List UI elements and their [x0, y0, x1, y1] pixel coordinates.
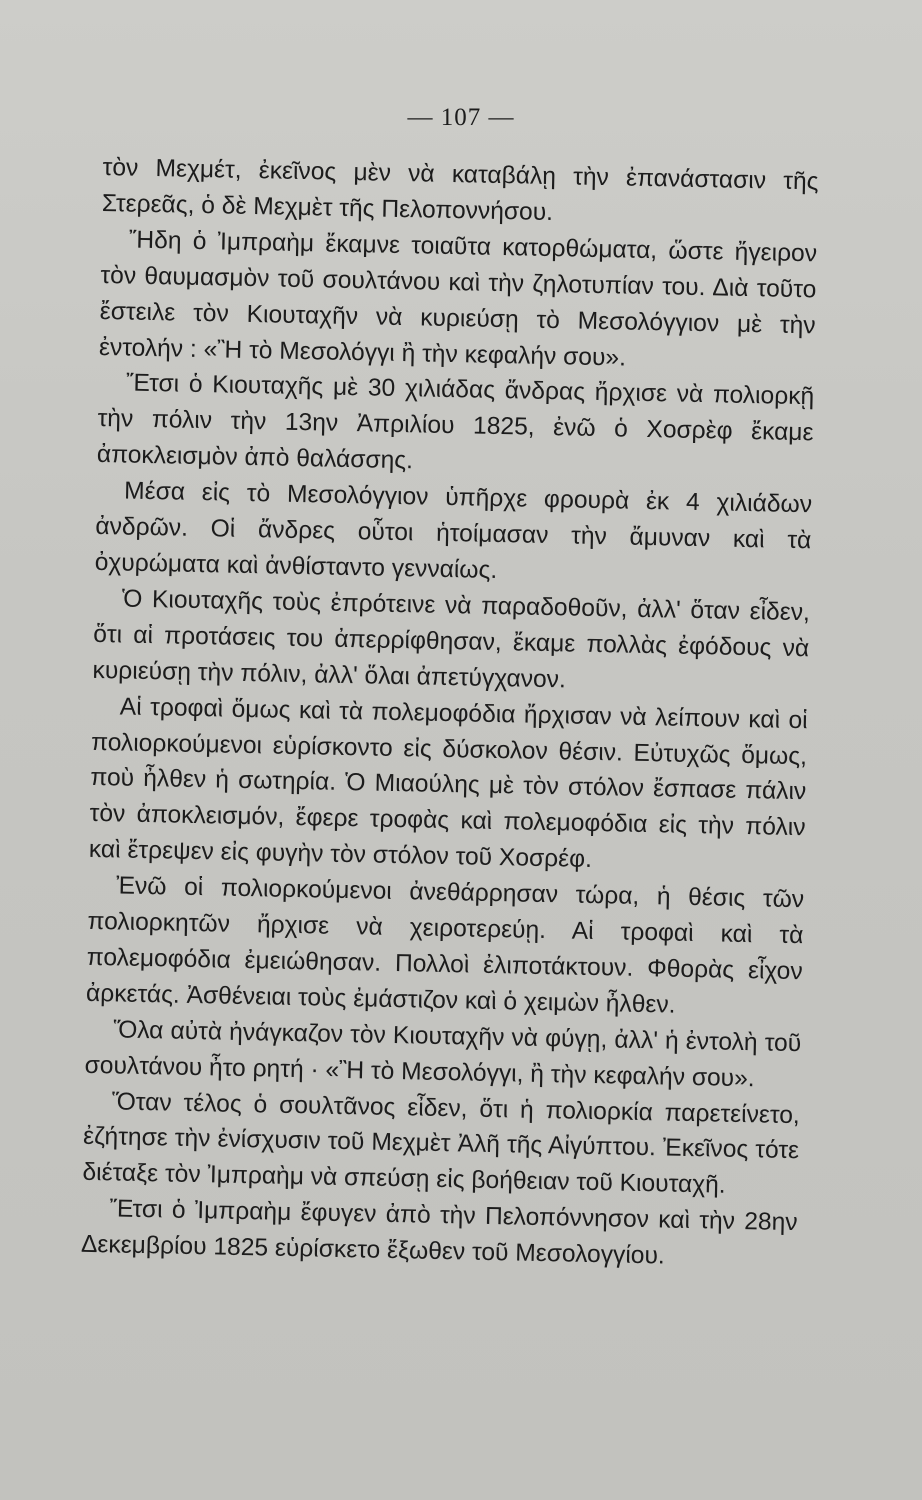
page-number: — 107 — [407, 104, 515, 131]
paragraph: Ὅταν τέλος ὁ σουλτᾶνος εἶδεν, ὅτι ἡ πολιορκία παρετείνετο, ἐζήτησε τὴν ἐνίσχυσιν τοῦ Μεχμὲτ Ἀλῆ τῆς Αἰγύπτου. Ἐκεῖνος τότε διέταξε τὸν Ἰμπραὴμ νὰ σπεύσῃ εἰς βοήθειαν τοῦ Κιουταχῆ. [82, 1087, 801, 1200]
paragraph: Ὁ Κιουταχῆς τοὺς ἐπρότεινε νὰ παραδοθοῦν, ἀλλ' ὅταν εἶδεν, ὅτι αἱ προτάσεις του ἀπερρίφθησαν, ἔκαμε πολλὰς ἐφόδους νὰ κυριεύσῃ τὴν πόλιν, ἀλλ' ὅλαι ἀπετύγχανον. [92, 585, 811, 694]
paragraph: Ἔτσι ὁ Κιουταχῆς μὲ 30 χιλιάδας ἄνδρας ἤρχισε νὰ πολιορκῇ τὴν πόλιν τὴν 13ην Ἀπριλίου 1825, ἐνῶ ὁ Χοσρὲφ ἔκαμε ἀποκλεισμὸν ἀπὸ θαλάσσης. [96, 369, 815, 475]
paragraph: Ὅλα αὐτὰ ἠνάγκαζον τὸν Κιουταχῆν νὰ φύγῃ, ἀλλ' ἡ ἐντολὴ τοῦ σουλτάνου ἦτο ρητή · «Ἢ τὸ Μεσολόγγι, ἢ τὴν κεφαλήν σου». [84, 1016, 802, 1092]
paragraph: Αἱ τροφαὶ ὅμως καὶ τὰ πολεμοφόδια ἤρχισαν νὰ λείπουν καὶ οἱ πολιορκούμενοι εὑρίσκοντο εἰς δύσκολον θέσιν. Εὐτυχῶς ὅμως, ποὺ ἦλθεν ἡ σωτηρία. Ὁ Μιαούλης μὲ τὸν στόλον ἔσπασε πάλιν τὸν ἀποκλεισμόν, ἔφερε τροφὰς καὶ πολεμοφόδια εἰς τὴν πόλιν καὶ ἔτρεψεν εἰς φυγὴν τὸν στόλον τοῦ Χοσρέφ. [88, 693, 808, 874]
paragraph: Ἤδη ὁ Ἰμπραὴμ ἔκαμνε τοιαῦτα κατορθώματα, ὥστε ἤγειρον τὸν θαυμασμὸν τοῦ σουλτάνου καὶ τὴν ζηλοτυπίαν του. Διὰ τοῦτο ἔστειλε τὸν Κιουταχῆν νὰ κυριεύσῃ τὸ Μεσολόγγιον μὲ τὴν ἐντολήν : «Ἢ τὸ Μεσολόγγι ἢ τὴν κεφαλήν σου». [98, 226, 818, 372]
body-text [81, 150, 819, 1277]
paragraph: Ἐνῶ οἱ πολιορκούμενοι ἀνεθάρρησαν τώρα, ἡ θέσις τῶν πολιορκητῶν ἤρχισε νὰ χειροτερεύῃ. Αἱ τροφαὶ καὶ τὰ πολεμοφόδια ἐμειώθησαν. Πολλοὶ ἐλιποτάκτουν. Φθορὰς εἶχον ἀρκετάς. Ἀσθένειαι τοὺς ἐμάστιζον καὶ ὁ χειμὼν ἦλθεν. [85, 872, 805, 1019]
paragraph: τὸν Μεχμέτ, ἐκεῖνος μὲν νὰ καταβάλῃ τὴν ἐπανάστασιν τῆς Στερεᾶς, ὁ δὲ Μεχμὲτ τῆς Πελοποννήσου. [101, 153, 819, 226]
paragraph: Μέσα εἰς τὸ Μεσολόγγιον ὑπῆρχε φρουρὰ ἐκ 4 χιλιάδων ἀνδρῶν. Οἱ ἄνδρες οὗτοι ἡτοίμασαν τὴν ἄμυναν καὶ τὰ ὀχυρώματα καὶ ἀνθίσταντο γενναίως. [94, 477, 813, 584]
paragraph: Ἔτσι ὁ Ἰμπραὴμ ἔφυγεν ἀπὸ τὴν Πελοπόννησον καὶ τὴν 28ην Δεκεμβρίου 1825 εὑρίσκετο ἔξωθεν τοῦ Μεσολογγίου. [80, 1195, 798, 1270]
